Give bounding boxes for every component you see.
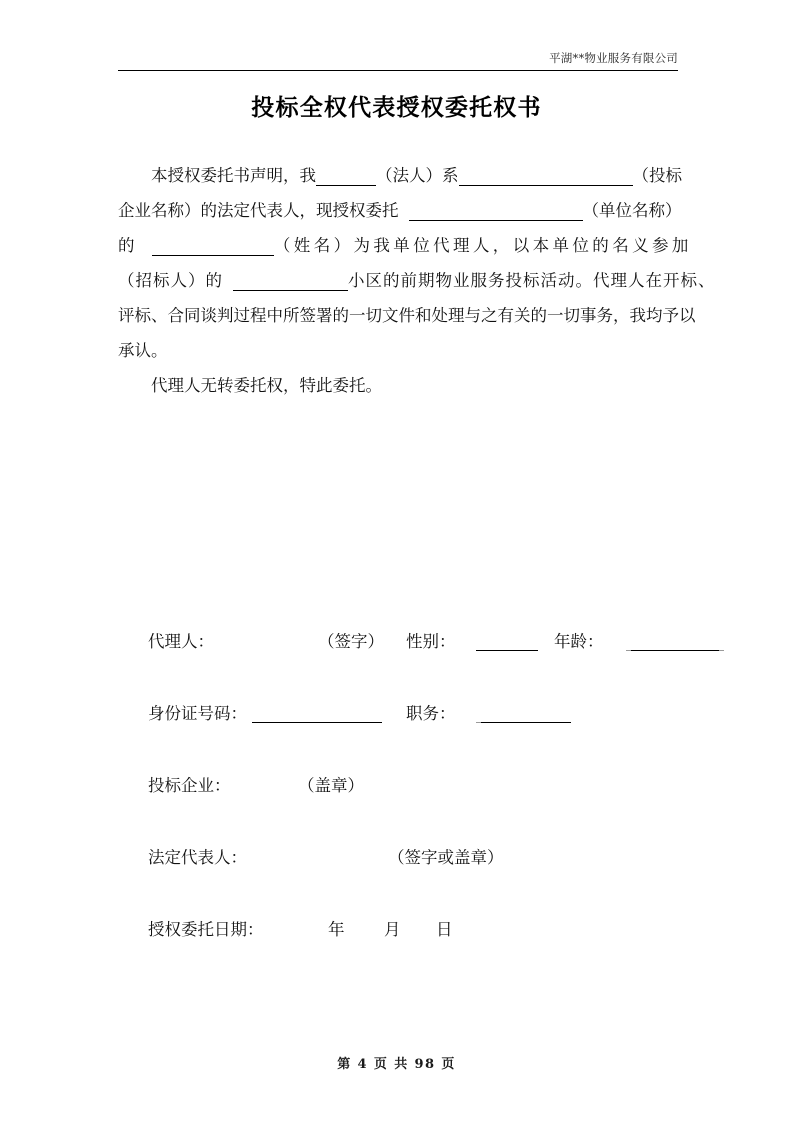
body-line-2-text-a: 企业名称）的法定代表人，现授权委托	[118, 201, 399, 220]
id-number-blank[interactable]	[252, 700, 382, 728]
signature-row-id	[148, 700, 688, 772]
fill-blank-community-name[interactable]	[233, 268, 348, 291]
signature-row-date	[148, 916, 688, 988]
age-blank[interactable]	[626, 628, 724, 656]
body-line-2	[118, 193, 682, 228]
body-line-1-text-c: （投标	[632, 166, 682, 185]
body-line-3-text-a: 的	[118, 236, 138, 255]
signature-row-legal-rep	[148, 844, 688, 916]
body-line-4-text-a: （招标人）的	[118, 271, 223, 290]
fill-blank-bidder-company[interactable]	[459, 163, 633, 186]
fill-blank-legal-person[interactable]	[316, 163, 376, 186]
fill-blank-agent-name[interactable]	[152, 233, 274, 256]
legal-representative-note: （签字或盖章）	[388, 848, 504, 867]
header-company-name: 平湖**物业服务有限公司	[549, 51, 678, 65]
header-divider-rule	[118, 70, 678, 71]
body-text-block	[118, 158, 716, 403]
gender-label: 性别：	[406, 632, 456, 651]
bidding-company-label: 投标企业：	[148, 776, 231, 795]
signature-block	[148, 628, 688, 988]
body-line-1-text-a: 本授权委托书声明，我	[151, 166, 316, 185]
page-title: 投标全权代表授权委托权书	[251, 95, 542, 121]
body-line-1-text-b: （法人）系	[376, 166, 459, 185]
page-footer: 第 4 页 共 98 页	[337, 1057, 456, 1072]
agent-signature-note: （签字）	[318, 632, 384, 651]
body-line-6: 承认。	[118, 341, 168, 360]
body-line-2-text-b: （单位名称）	[582, 201, 682, 220]
date-day-label: 日	[436, 920, 453, 939]
agent-label: 代理人：	[148, 632, 214, 651]
position-label: 职务：	[406, 704, 456, 723]
body-line-7-text: 代理人无转委托权，特此委托。	[151, 376, 382, 395]
id-number-label: 身份证号码：	[148, 704, 247, 723]
running-header	[118, 50, 678, 74]
body-line-1	[118, 158, 682, 193]
legal-representative-label: 法定代表人：	[148, 848, 247, 867]
authorization-date-label: 授权委托日期：	[148, 920, 264, 939]
body-line-4	[118, 263, 716, 298]
bidding-company-seal-note: （盖章）	[298, 776, 364, 795]
date-year-label: 年	[328, 920, 345, 939]
fill-blank-unit-name[interactable]	[409, 198, 583, 221]
signature-row-agent	[148, 628, 688, 700]
date-month-label: 月	[384, 920, 401, 939]
body-line-4-text-b: 小区的前期物业服务投标活动。代理人在开标、	[348, 271, 716, 290]
body-line-3	[118, 228, 692, 263]
body-line-7	[118, 368, 678, 403]
signature-row-company	[148, 772, 688, 844]
position-blank[interactable]	[476, 700, 571, 728]
body-line-5: 评标、合同谈判过程中所签署的一切文件和处理与之有关的一切事务，我均予以	[118, 306, 696, 325]
body-line-3-text-b: （姓名）为我单位代理人，以本单位的名义参加	[273, 236, 692, 255]
gender-blank[interactable]	[476, 628, 538, 656]
age-label: 年龄：	[554, 632, 604, 651]
